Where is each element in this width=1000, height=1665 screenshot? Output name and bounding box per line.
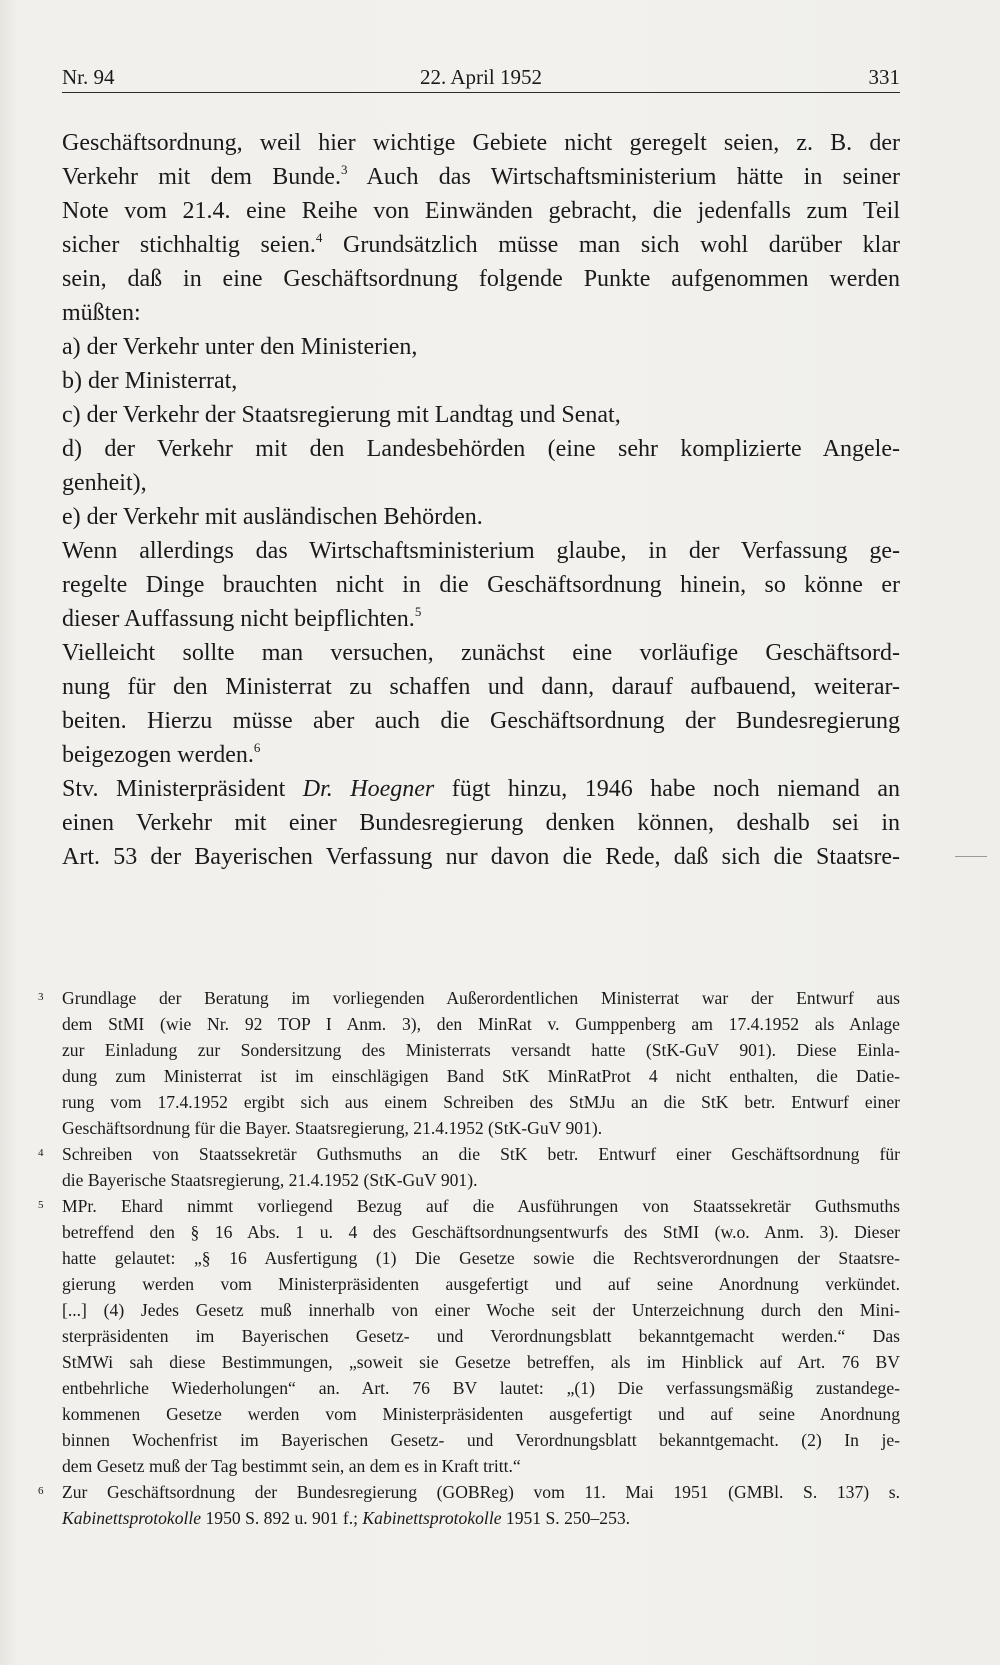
footnotes	[38, 985, 900, 1531]
footnote-line: die Bayerische Staatsregierung, 21.4.1952 (StK-GuV 901).	[62, 1170, 478, 1190]
body-line: genheit),	[62, 470, 147, 496]
page-number: 331	[868, 65, 900, 89]
body-line: a) der Verkehr unter den Ministerien,	[62, 334, 418, 360]
footnote-line: entbehrliche Wiederholungen“ an. Art. 76 BV lautet: „(1) Die verfassungsmäßig zustandege-	[62, 1378, 900, 1398]
body-line: Vielleicht sollte man versuchen, zunächst eine vorläufige Geschäftsord-	[62, 640, 900, 666]
document-number: Nr. 94	[62, 65, 115, 89]
body-line: sein, daß in eine Geschäftsordnung folgende Punkte aufgenommen werden	[62, 266, 900, 292]
footnote	[38, 1141, 900, 1193]
footnote-ref: 5	[414, 604, 422, 619]
footnote	[38, 1193, 900, 1479]
footnote-line: Kabinettsprotokolle 1950 S. 892 u. 901 f.; Kabinettsprotokolle 1951 S. 250–253.	[62, 1508, 631, 1528]
footnote	[38, 1479, 900, 1531]
body-line: sicher stichhaltig seien.$^4$ Grundsätzlich müsse man sich wohl darüber klar	[62, 230, 900, 258]
body-line: beiten. Hierzu müsse aber auch die Geschäftsordnung der Bundesregierung	[62, 708, 900, 734]
body-line: b) der Ministerrat,	[62, 368, 238, 394]
footnote-ref: 3	[340, 162, 348, 177]
footnote-line: StMWi sah diese Bestimmungen, „soweit sie Gesetze betreffen, als im Hinblick auf Art. 76 BV	[62, 1352, 900, 1372]
body-line: regelte Dinge brauchten nicht in die Geschäftsordnung hinein, so könne er	[62, 572, 900, 598]
footnote-number: 3	[38, 991, 44, 1003]
footnote-line: [...] (4) Jedes Gesetz muß innerhalb von einer Woche seit der Unterzeichnung durch den Mini-	[62, 1300, 900, 1320]
footnote-line: betreffend den § 16 Abs. 1 u. 4 des Geschäftsordnungsentwurfs des StMI (w.o. Anm. 3). Dieser	[62, 1222, 900, 1242]
footnote-line: kommenen Gesetze werden vom Ministerpräsidenten ausgefertigt und auf seine Anordnung	[62, 1404, 900, 1424]
body-line: beigezogen werden.$^6$	[62, 740, 261, 768]
footnote-number: 5	[38, 1199, 44, 1211]
footnote-line: Zur Geschäftsordnung der Bundesregierung (GOBReg) vom 11. Mai 1951 (GMBl. S. 137) s.	[62, 1482, 900, 1502]
footnote-number: 6	[38, 1485, 44, 1497]
body-line: Stv. Ministerpräsident Dr. Hoegner fügt hinzu, 1946 habe noch niemand an	[62, 776, 900, 802]
footnote-line: rung vom 17.4.1952 ergibt sich aus einem Schreiben des StMJu an die StK betr. Entwurf einer	[62, 1092, 900, 1112]
footnote-line: Grundlage der Beratung im vorliegenden Außerordentlichen Ministerrat war der Entwurf aus	[62, 988, 900, 1008]
body-line: e) der Verkehr mit ausländischen Behörden.	[62, 504, 483, 530]
footnote-line: MPr. Ehard nimmt vorliegend Bezug auf die Ausführungen von Staatssekretär Guthsmuths	[62, 1196, 900, 1216]
footnote-line: Schreiben von Staatssekretär Guthsmuths an die StK betr. Entwurf einer Geschäftsordnung für	[62, 1144, 900, 1164]
footnote-line: binnen Wochenfrist im Bayerischen Gesetz- und Verordnungsblatt bekanntgemacht. (2) In je-	[62, 1430, 900, 1450]
footnote-line: gierung werden vom Ministerpräsidenten ausgefertigt und auf seine Anordnung verkündet.	[62, 1274, 900, 1294]
body-line: nung für den Ministerrat zu schaffen und dann, darauf aufbauend, weiterar-	[62, 674, 900, 700]
body-line: müßten:	[62, 300, 141, 326]
body-line: Wenn allerdings das Wirtschaftsministerium glaube, in der Verfassung ge-	[62, 538, 900, 564]
body-line: c) der Verkehr der Staatsregierung mit Landtag und Senat,	[62, 402, 621, 428]
footnote-ref: 4	[315, 230, 323, 245]
footnote-line: Geschäftsordnung für die Bayer. Staatsregierung, 21.4.1952 (StK-GuV 901).	[62, 1118, 603, 1138]
body-line: d) der Verkehr mit den Landesbehörden (eine sehr komplizierte Angele-	[62, 436, 900, 462]
footnote-line: zur Einladung zur Sondersitzung des Ministerrats versandt hatte (StK-GuV 901). Diese Einla-	[62, 1040, 900, 1060]
body-line: dieser Auffassung nicht beipflichten.$^5$	[62, 604, 422, 632]
footnote-line: dem StMI (wie Nr. 92 TOP I Anm. 3), den MinRat v. Gumppenberg am 17.4.1952 als Anlage	[62, 1014, 900, 1034]
footnote	[38, 985, 900, 1141]
body-line: Art. 53 der Bayerischen Verfassung nur davon die Rede, daß sich die Staatsre-	[62, 844, 900, 870]
footnote-line: dung zum Ministerrat ist im einschlägigen Band StK MinRatProt 4 nicht enthalten, die Datie-	[62, 1066, 900, 1086]
footnote-line: sterpräsidenten im Bayerischen Gesetz- und Verordnungsblatt bekanntgemacht werden.“ Das	[62, 1326, 900, 1346]
footnote-line: hatte gelautet: „§ 16 Ausfertigung (1) Die Gesetze sowie die Rechtsverordnungen der Staatsre-	[62, 1248, 900, 1268]
header-date: 22. April 1952	[420, 65, 542, 89]
footnote-number: 4	[38, 1147, 44, 1159]
body-line: Geschäftsordnung, weil hier wichtige Gebiete nicht geregelt seien, z. B. der	[62, 130, 900, 156]
body-text	[62, 126, 900, 874]
running-header	[62, 62, 900, 93]
footnote-ref: 6	[253, 740, 261, 755]
margin-mark	[955, 856, 987, 857]
footnote-line: dem Gesetz muß der Tag bestimmt sein, an dem es in Kraft tritt.“	[62, 1456, 521, 1476]
body-line: Verkehr mit dem Bunde.$^3$ Auch das Wirtschaftsministerium hätte in seiner	[62, 162, 900, 190]
body-line: einen Verkehr mit einer Bundesregierung denken können, deshalb sei in	[62, 810, 900, 836]
body-line: Note vom 21.4. eine Reihe von Einwänden gebracht, die jedenfalls zum Teil	[62, 198, 900, 224]
